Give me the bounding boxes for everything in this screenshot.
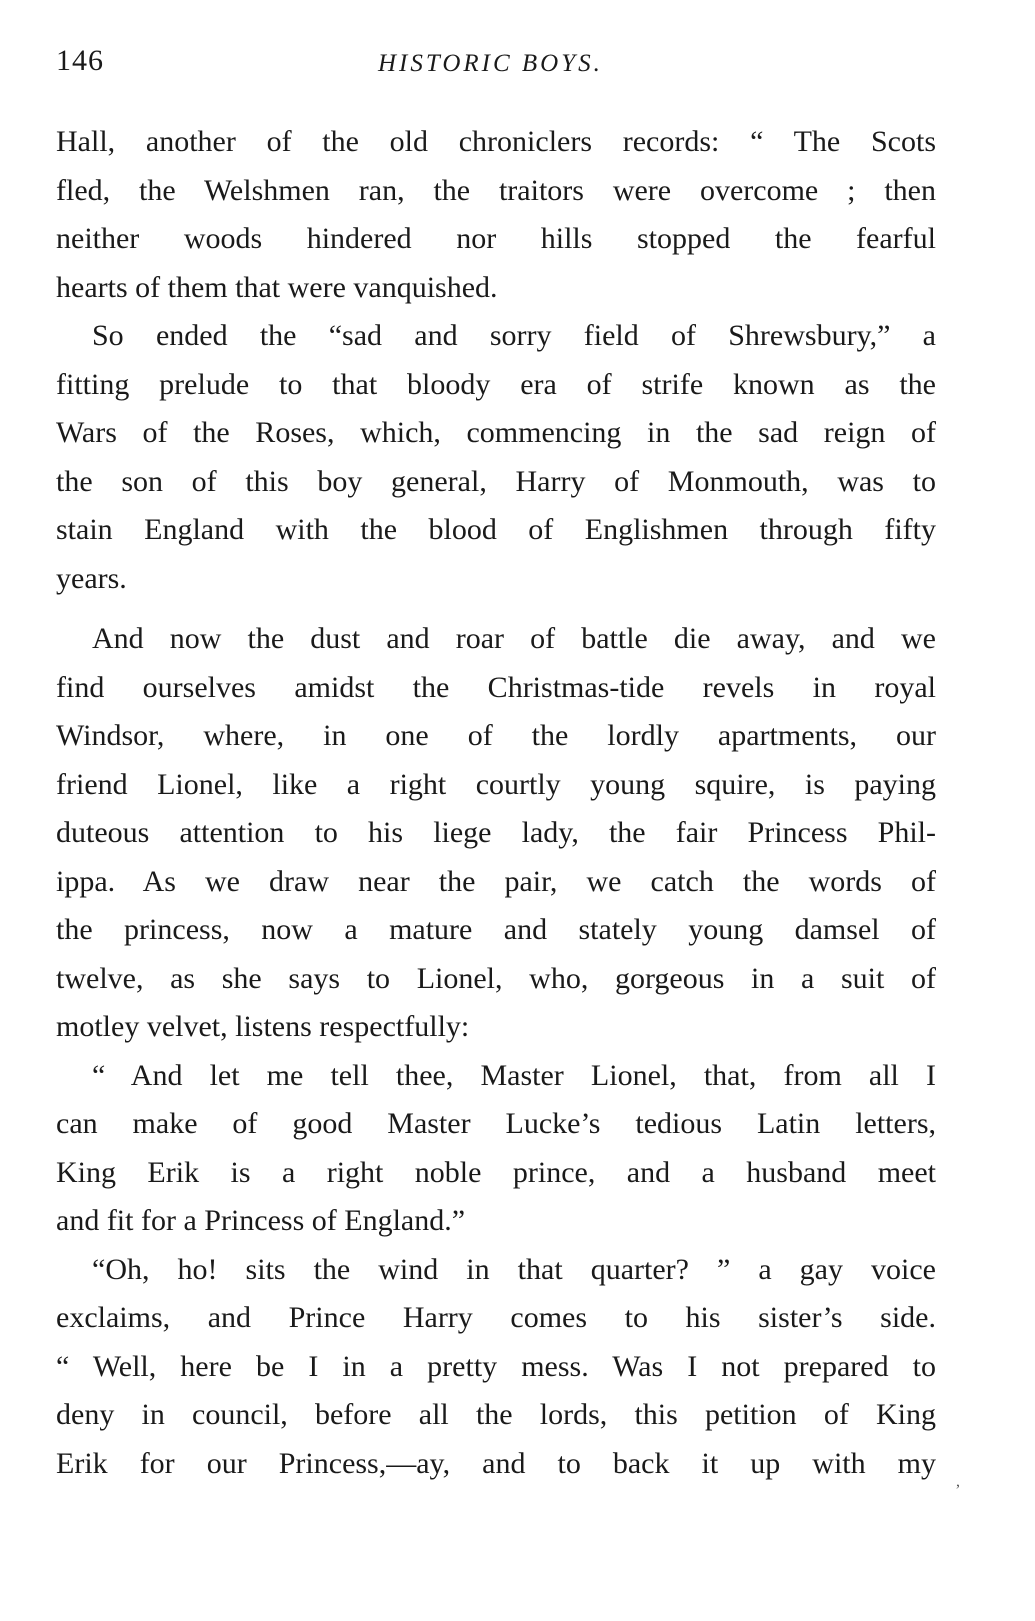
paragraph-gap: [56, 603, 936, 615]
paragraph-line: “ Well, here be I in a pretty mess. Was I not prepared to: [56, 1349, 936, 1383]
paragraph-line: duteous attention to his liege lady, the fair Princess Phil-: [56, 816, 936, 849]
paragraph-line: motley velvet, listens respectfully:: [56, 1010, 470, 1043]
paragraph-line: ippa. As we draw near the pair, we catch the words of: [56, 864, 936, 898]
paragraph-line: Erik for our Princess,—ay, and to back it up with my: [56, 1446, 936, 1480]
paragraph-line: the son of this boy general, Harry of Monmouth, was to: [56, 464, 936, 498]
paragraph-line: neither woods hindered nor hills stopped the fearful: [56, 222, 936, 255]
paragraph-line: And now the dust and roar of battle die away, and we: [92, 622, 936, 655]
page-number: 146: [56, 44, 104, 77]
paragraph-line: “ And let me tell thee, Master Lionel, that, from all I: [92, 1058, 936, 1092]
paragraph-line: Windsor, where, in one of the lordly apartments, our: [56, 719, 936, 752]
body-text: [56, 118, 936, 1488]
paragraph-line: So ended the “sad and sorry field of Shrewsbury,” a: [92, 319, 936, 352]
running-head: [56, 44, 936, 84]
paragraph-line: hearts of them that were vanquished.: [56, 270, 498, 304]
paragraph-line: find ourselves amidst the Christmas-tide revels in royal: [56, 670, 936, 704]
paragraph-line: friend Lionel, like a right courtly young squire, is paying: [56, 767, 936, 801]
print-speck: ,: [956, 1473, 960, 1490]
paragraph-line: exclaims, and Prince Harry comes to his sister’s side.: [56, 1301, 936, 1334]
paragraph-line: fitting prelude to that bloody era of strife known as the: [56, 367, 936, 401]
paragraph-line: fled, the Welshmen ran, the traitors were overcome ; then: [56, 173, 936, 207]
paragraph-line: twelve, as she says to Lionel, who, gorgeous in a suit of: [56, 961, 936, 995]
paragraph-line: stain England with the blood of Englishmen through fifty: [56, 513, 936, 546]
paragraph-line: “Oh, ho! sits the wind in that quarter? ” a gay voice: [92, 1252, 936, 1286]
paragraph-line: deny in council, before all the lords, this petition of King: [56, 1398, 936, 1431]
paragraph-line: Wars of the Roses, which, commencing in the sad reign of: [56, 416, 936, 449]
paragraph-line: and fit for a Princess of England.”: [56, 1204, 466, 1237]
paragraph-line: Hall, another of the old chroniclers records: “ The Scots: [56, 125, 936, 158]
running-title: HISTORIC BOYS.: [378, 50, 603, 77]
paragraph-line: can make of good Master Lucke’s tedious Latin letters,: [56, 1107, 936, 1140]
paragraph-line: King Erik is a right noble prince, and a husband meet: [56, 1155, 936, 1189]
paragraph-line: years.: [56, 561, 127, 595]
paragraph-line: the princess, now a mature and stately young damsel of: [56, 913, 936, 946]
